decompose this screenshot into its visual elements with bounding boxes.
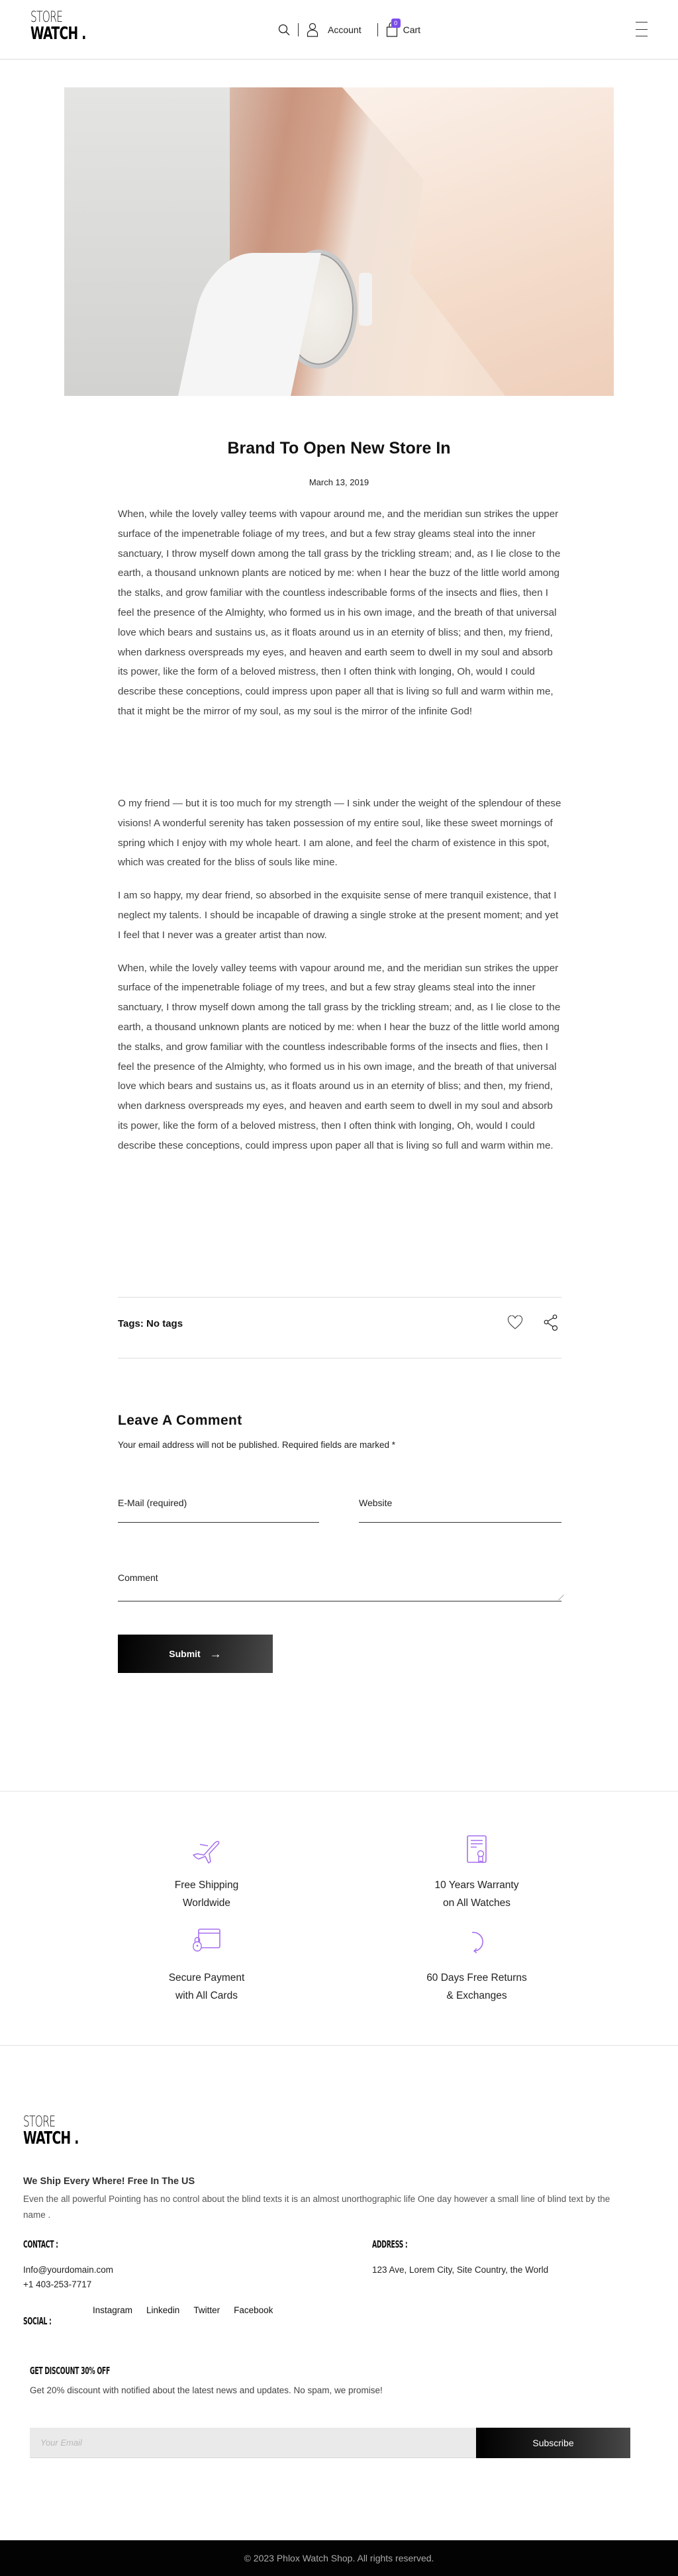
header-nav xyxy=(278,19,420,41)
divider xyxy=(118,1297,561,1298)
article-hero-image xyxy=(64,87,614,396)
user-icon xyxy=(307,23,318,37)
logo-word: WATCH xyxy=(30,24,78,44)
comment-form-note: Your email address will not be published. Required fields are marked * xyxy=(118,1440,395,1450)
comment-textarea[interactable] xyxy=(118,1583,561,1594)
feature-item xyxy=(107,1835,306,1912)
resize-handle-icon[interactable] xyxy=(554,1595,564,1600)
website-field xyxy=(359,1498,561,1523)
divider xyxy=(118,1358,561,1359)
cart-count-badge: 0 xyxy=(391,19,401,28)
feature-line1: 60 Days Free Returns xyxy=(426,1972,527,1983)
comment-form-title: Leave A Comment xyxy=(118,1413,242,1428)
article-date: March 13, 2019 xyxy=(309,477,369,487)
logo-line1: STORE xyxy=(30,9,63,26)
site-header xyxy=(0,0,678,60)
feature-line2: Worldwide xyxy=(182,1897,231,1909)
contact-email[interactable]: Info@yourdomain.com xyxy=(23,2265,114,2275)
social-link-twitter[interactable]: Twitter xyxy=(193,2305,220,2315)
subscribe-email-input[interactable] xyxy=(30,2428,476,2458)
menu-button[interactable] xyxy=(636,22,648,36)
article-body xyxy=(118,504,561,1169)
feature-line2: on All Watches xyxy=(443,1897,510,1909)
nav-separator xyxy=(298,23,299,36)
comment-field xyxy=(118,1572,561,1601)
feature-item xyxy=(377,1928,576,2005)
email-input[interactable] xyxy=(118,1508,319,1519)
discount-heading: GET DISCOUNT 30% OFF xyxy=(30,2365,111,2377)
social-link-instagram[interactable]: Instagram xyxy=(93,2305,133,2315)
account-link[interactable] xyxy=(307,23,362,37)
logo-line2 xyxy=(30,25,86,42)
arrow-right-icon: → xyxy=(209,1646,222,1660)
social-heading: SOCIAL : xyxy=(23,2315,52,2327)
website-input[interactable] xyxy=(359,1508,561,1519)
tags-label: Tags: No tags xyxy=(118,1318,183,1329)
article-title: Brand To Open New Store In xyxy=(227,439,451,457)
search-icon xyxy=(278,24,290,36)
feature-line2: with All Cards xyxy=(175,1990,238,2001)
article-paragraph: I am so happy, my dear friend, so absorbed in the exquisite sense of mere tranquil existence, that I neglect my talents. I should be incapable of drawing a single stroke at the present moment; and yet I feel that I never was a greater artist than now. xyxy=(118,890,559,941)
feature-line1: Free Shipping xyxy=(174,1880,239,1891)
logo-dot: . xyxy=(74,2128,79,2148)
social-link-facebook[interactable]: Facebook xyxy=(234,2305,273,2315)
email-label: E-Mail (required) xyxy=(118,1498,187,1508)
search-button[interactable] xyxy=(278,24,290,36)
shipping-text: Even the all powerful Pointing has no control about the blind texts it is an almost unorthographic life One day however a small line of blind text by the name . xyxy=(23,2194,610,2220)
copyright-text: © 2023 Phlox Watch Shop. All rights reserved. xyxy=(244,2553,434,2563)
comment-label: Comment xyxy=(118,1572,158,1583)
logo-word: WATCH xyxy=(23,2128,71,2148)
shipping-title: We Ship Every Where! Free In The US xyxy=(23,2176,195,2187)
article-paragraph: When, while the lovely valley teems with vapour around me, and the meridian sun strikes the upper surface of the impenetrable foliage of my trees, and but a few stray gleams steal into the inner sanctuary, I throw myself down among the tall grass by the trickling stream; and, as I lie close to the earth, a thousand unknown plants are noticed by me: when I hear the buzz of the little world among the stalks, and grow familiar with the countless indescribable forms of the insects and flies, then I feel the presence of the Almighty, who formed us in his own image, and the breath of that universal love which bears and sustains us, as it floats around us in an eternity of bliss; and then, my friend, when darkness overspreads my eyes, and heaven and earth seem to dwell in my soul and absorb its power, like the form of a beloved mistress, then I often think with longing, Oh, would I could describe these conceptions, could impress upon paper all that is living so full and warm within me, that it might be the mirror of my soul, as my soul is the mirror of the infinite God! xyxy=(118,508,561,717)
article-paragraph: When, while the lovely valley teems with vapour around me, and the meridian sun strikes the upper surface of the impenetrable foliage of my trees, and but a few stray gleams steal into the inner sanctuary, I throw myself down among the tall grass by the trickling stream; and, as I lie close to the earth, a thousand unknown plants are noticed by me: when I hear the buzz of the little world among the stalks, and grow familiar with the countless indescribable forms of the insects and flies, then I feel the presence of the Almighty, who formed us in his own image, and the breath of that universal love which bears and sustains us, as it floats around us in an eternity of bliss; and then, my friend, when darkness overspreads my eyes, and heaven and earth seem to dwell in my soul and absorb its power, like the form of a beloved mistress, then I often think with longing, Oh, would I could describe these conceptions, could impress upon paper all that is living so full and warm within me. xyxy=(118,962,561,1151)
share-icon xyxy=(543,1314,559,1331)
image-lapel xyxy=(342,87,614,396)
hamburger-icon-line xyxy=(636,22,648,23)
hamburger-icon-line xyxy=(636,29,648,30)
cart-label: Cart xyxy=(403,24,421,35)
logo-line2 xyxy=(23,2130,79,2147)
social-links xyxy=(93,2305,273,2315)
website-label: Website xyxy=(359,1498,393,1508)
feature-item xyxy=(107,1928,306,2005)
certificate-icon xyxy=(461,1835,493,1864)
contact-heading: CONTACT : xyxy=(23,2238,58,2250)
footer-logo[interactable] xyxy=(23,2115,100,2147)
submit-label: Submit xyxy=(169,1648,201,1659)
section-divider xyxy=(0,2045,678,2046)
account-label: Account xyxy=(328,24,362,35)
share-button[interactable] xyxy=(543,1314,559,1331)
email-field xyxy=(118,1498,319,1523)
address-text: 123 Ave, Lorem City, Site Country, the World xyxy=(372,2265,549,2275)
image-watch-strap xyxy=(359,273,372,326)
return-icon xyxy=(461,1928,493,1957)
nav-separator xyxy=(377,23,378,36)
like-button[interactable] xyxy=(507,1315,523,1330)
article-paragraph: O my friend — but it is too much for my strength — I sink under the weight of the splendour of these visions! A wonderful serenity has taken possession of my entire soul, like these sweet mornings of spring which I enjoy with my whole heart. I am alone, and feel the charm of existence in this spot, which was created for the bliss of souls like mine. xyxy=(118,798,561,869)
cart-icon-wrap xyxy=(386,20,398,37)
feature-line2: & Exchanges xyxy=(446,1990,507,2001)
social-link-linkedin[interactable]: Linkedin xyxy=(146,2305,180,2315)
contact-phone[interactable]: +1 403-253-7717 xyxy=(23,2279,92,2289)
feature-line1: Secure Payment xyxy=(168,1972,245,1983)
submit-button[interactable] xyxy=(118,1635,273,1673)
cart-link[interactable] xyxy=(386,20,421,37)
heart-icon xyxy=(507,1315,523,1330)
airplane-icon xyxy=(191,1835,222,1864)
copyright-bar xyxy=(0,2540,678,2576)
logo-dot: . xyxy=(81,24,86,44)
feature-line1: 10 Years Warranty xyxy=(434,1880,519,1891)
address-heading: ADDRESS : xyxy=(372,2238,408,2250)
subscribe-button[interactable]: Subscribe xyxy=(476,2428,630,2458)
secure-card-icon xyxy=(191,1928,222,1957)
logo-line1: STORE xyxy=(23,2114,56,2130)
feature-item xyxy=(377,1835,576,1912)
logo[interactable] xyxy=(30,11,107,42)
discount-text: Get 20% discount with notified about the latest news and updates. No spam, we promise! xyxy=(30,2385,383,2395)
